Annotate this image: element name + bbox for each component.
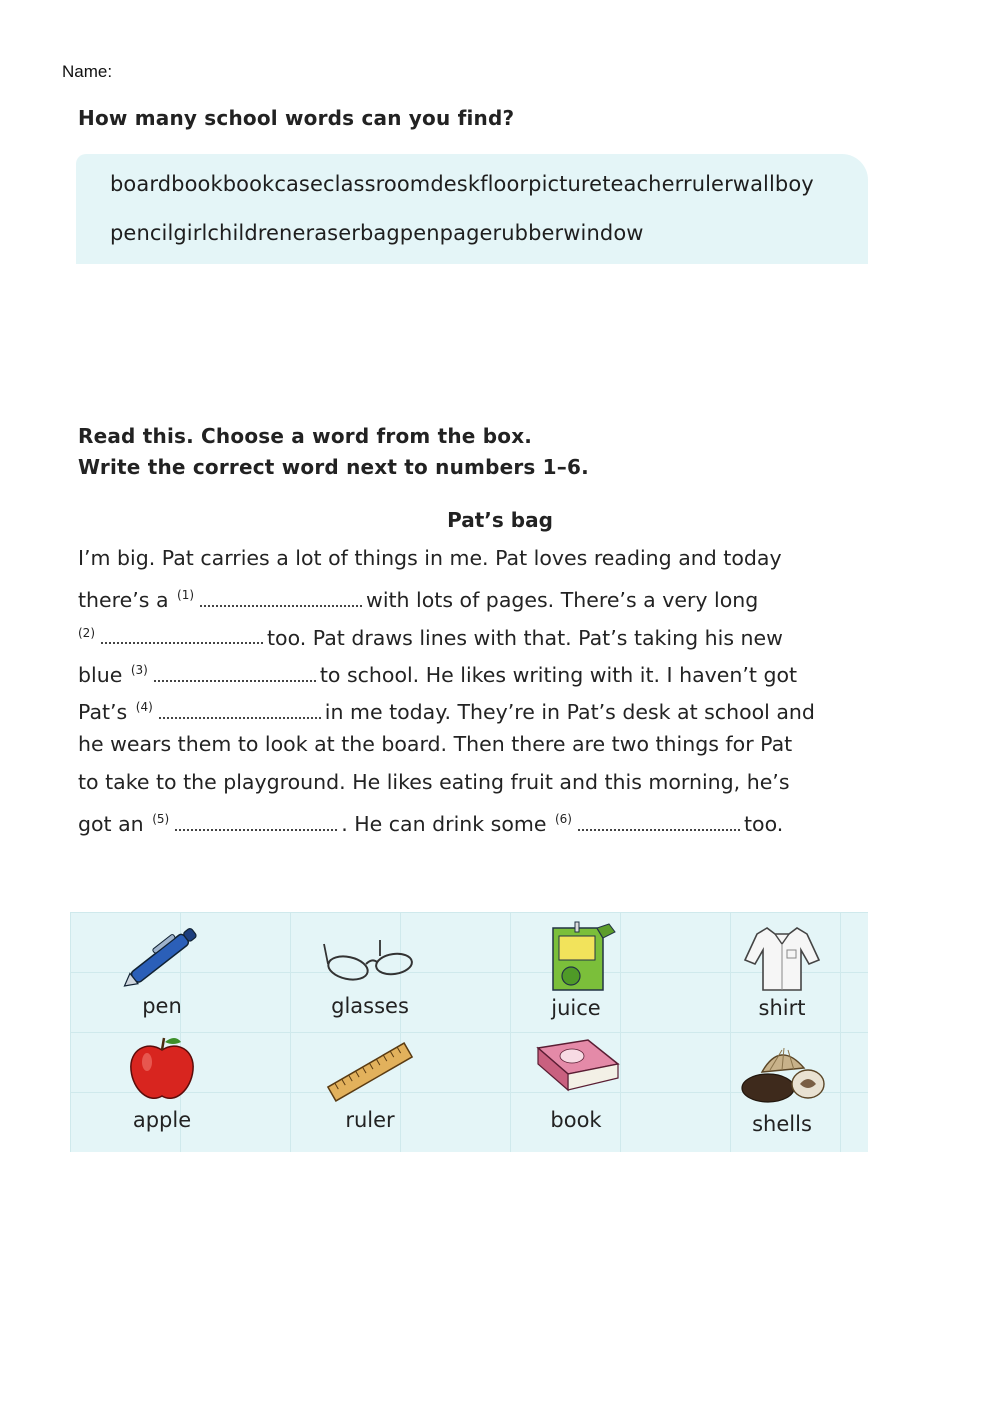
answer-gap-2[interactable]: [101, 628, 263, 644]
story-text-part: Pat’s: [78, 700, 128, 725]
answer-gap-4[interactable]: [159, 703, 321, 719]
shells-icon: [732, 1038, 832, 1108]
task1-heading: How many school words can you find?: [78, 106, 515, 130]
story-text-part: he wears them to look at the board. Then there are two things for Pat: [78, 732, 793, 757]
story-text-part: to school. He likes writing with it. I haven’t got: [319, 662, 798, 687]
word-item-shells: [702, 1038, 862, 1136]
story-text-part: blue: [78, 662, 123, 687]
apple-icon: [117, 1034, 207, 1104]
gap-number: (2): [78, 625, 95, 640]
word-label: ruler: [345, 1108, 395, 1132]
story-text-part: got an: [78, 811, 144, 836]
word-label: apple: [132, 1108, 192, 1132]
story-line-7: [78, 764, 868, 801]
story-title: Pat’s bag: [447, 508, 553, 532]
pen-icon: [112, 918, 212, 990]
story-line-2: [78, 577, 868, 614]
story-text-part: there’s a: [78, 588, 169, 613]
task2-instruction-2: Write the correct word next to numbers 1–6.: [78, 455, 589, 479]
story-text-part: too. Pat draws lines with that. Pat’s taking his new: [267, 625, 783, 650]
answer-gap-1[interactable]: [200, 591, 362, 607]
word-item-ruler: [290, 1034, 450, 1132]
word-item-juice: [496, 920, 656, 1020]
story-text: [78, 540, 868, 838]
gap-number: (6): [554, 812, 572, 827]
story-text-part: too.: [743, 811, 784, 836]
answer-gap-3[interactable]: [154, 666, 316, 682]
word-item-book: [496, 1034, 656, 1132]
word-box: [70, 912, 868, 1152]
ruler-icon: [320, 1034, 420, 1104]
word-search-line-1: boardbookbookcaseclassroomdeskfloorpictureteacherrulerwallboy: [110, 172, 814, 196]
word-item-apple: [82, 1034, 242, 1132]
gap-number: (1): [177, 588, 195, 603]
word-label: shirt: [758, 996, 806, 1020]
story-text-part: I’m big. Pat carries a lot of things in me. Pat loves reading and today: [78, 546, 782, 570]
word-label: shells: [752, 1112, 812, 1136]
task2-instruction-1: Read this. Choose a word from the box.: [78, 424, 533, 448]
story-line-5: [78, 689, 868, 726]
gap-number: (3): [130, 662, 148, 677]
story-text-part: . He can drink some: [341, 811, 547, 836]
glasses-icon: [320, 930, 420, 990]
story-line-6: [78, 726, 868, 763]
story-text-part: to take to the playground. He likes eating fruit and this morning, he’s: [78, 769, 790, 794]
shirt-icon: [737, 920, 827, 992]
story-line-8: [78, 801, 868, 838]
word-label: book: [550, 1108, 602, 1132]
juice-box-icon: [531, 920, 621, 992]
name-label: Name:: [62, 62, 113, 81]
story-line-3: [78, 615, 868, 652]
story-line-4: [78, 652, 868, 689]
story-text-part: with lots of pages. There’s a very long: [366, 588, 759, 613]
gap-number: (4): [135, 700, 153, 715]
answer-gap-6[interactable]: [578, 815, 740, 831]
word-label: pen: [142, 994, 182, 1018]
word-item-pen: [82, 918, 242, 1018]
book-icon: [526, 1034, 626, 1104]
word-search-line-2: pencilgirlchildreneraserbagpenpagerubberwindow: [110, 221, 644, 245]
word-search-box: [76, 154, 868, 264]
word-item-glasses: [290, 930, 450, 1018]
word-item-shirt: [702, 920, 862, 1020]
answer-gap-5[interactable]: [175, 815, 337, 831]
story-line-1: [78, 540, 868, 577]
word-label: glasses: [331, 994, 409, 1018]
word-label: juice: [551, 996, 601, 1020]
gap-number: (5): [152, 812, 170, 827]
story-text-part: in me today. They’re in Pat’s desk at school and: [324, 700, 815, 725]
